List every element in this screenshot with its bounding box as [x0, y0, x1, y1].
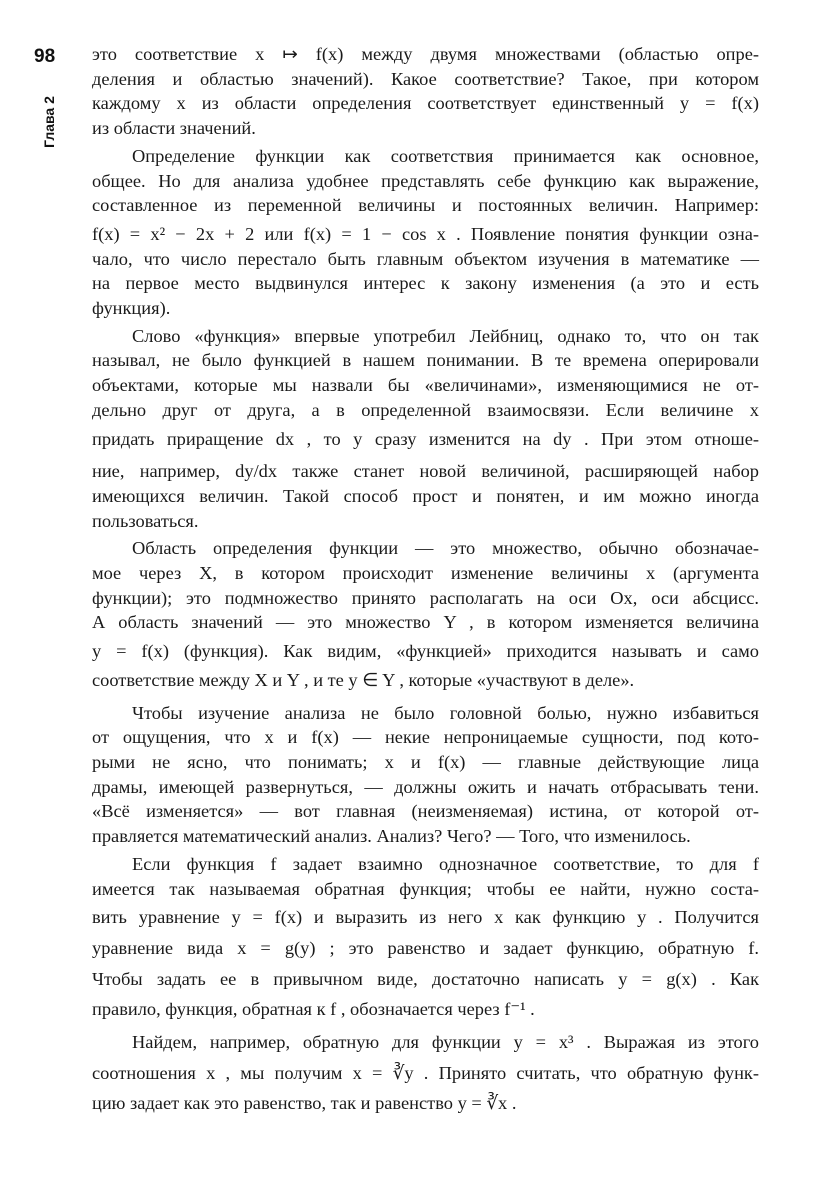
text-line: пользоваться.: [92, 510, 199, 531]
body-text: [92, 42, 759, 1116]
text-line: чало, что число перестало быть главным объектом изучения в математике —: [92, 248, 759, 269]
text-line: функции); это подмножество принято располагать на оси Ox, оси абсцисс.: [92, 587, 759, 608]
text-line: цию задает как это равенство, так и равенство y = ∛x .: [92, 1093, 517, 1114]
text-line: ние, например, dy/dx также станет новой величиной, расширяющей набор: [92, 461, 759, 482]
text-line: от ощущения, что x и f(x) — некие непроницаемые сущности, под кото-: [92, 727, 759, 748]
text-line: имеется так называемая обратная функция; чтобы ее найти, нужно соста-: [92, 878, 759, 899]
text-line: придать приращение dx , то y сразу изменится на dy . При этом отноше-: [92, 428, 759, 449]
text-line: общее. Но для анализа удобнее представлять себе функцию как выражение,: [92, 170, 759, 191]
text-line: Определение функции как соответствия принимается как основное,: [132, 145, 759, 166]
text-line: Если функция f задает взаимно однозначное соответствие, то для f: [132, 853, 759, 874]
text-line: каждому x из области определения соответствует единственный y = f(x): [92, 93, 759, 114]
text-line: дельно друг от друга, а в определенной взаимосвязи. Если величине x: [92, 399, 759, 420]
text-line: из области значений.: [92, 118, 256, 139]
text-line: соответствие между X и Y , и те y ∈ Y , которые «участвуют в деле».: [92, 669, 635, 690]
text-line: Найдем, например, обратную для функции y = x³ . Выражая из этого: [132, 1032, 759, 1053]
text-line: А область значений — это множество Y , в котором изменяется величина: [92, 612, 759, 633]
chapter-label: Глава 2: [41, 96, 57, 148]
text-line: имеющихся величин. Такой способ прост и понятен, и им можно иногда: [92, 485, 759, 506]
text-line: соотношения x , мы получим x = ∛y . Принято считать, что обратную функ-: [92, 1062, 759, 1083]
text-line: вить уравнение y = f(x) и выразить из него x как функцию y . Получится: [92, 907, 759, 928]
text-line: объектами, которые мы назвали бы «величинами», изменяющимися не от-: [92, 375, 759, 396]
text-line: называл, не было функцией в нашем понимании. В те времена оперировали: [92, 350, 759, 371]
text-line: Область определения функции — это множество, обычно обозначае-: [132, 538, 759, 559]
text-line: Чтобы задать ее в привычном виде, достаточно написать y = g(x) . Как: [92, 968, 759, 989]
text-line: на первое место выдвинулся интерес к закону изменения (а это и есть: [92, 273, 759, 294]
text-line: правило, функция, обратная к f , обозначается через f⁻¹ .: [92, 999, 535, 1020]
text-line: драмы, имеющей развернуться, — должны ожить и начать отбрасывать тени.: [92, 776, 759, 797]
text-line: составленное из переменной величины и постоянных величин. Например:: [92, 195, 759, 216]
text-line: Слово «функция» впервые употребил Лейбниц, однако то, что он так: [132, 325, 759, 346]
text-line: рыми не ясно, что понимать; x и f(x) — главные действующие лица: [92, 751, 759, 772]
text-line: деления и областью значений). Какое соответствие? Такое, при котором: [92, 68, 759, 89]
text-line: y = f(x) (функция). Как видим, «функцией» приходится называть и само: [92, 641, 759, 662]
text-line: f(x) = x² − 2x + 2 или f(x) = 1 − cos x . Появление понятия функции озна-: [92, 223, 759, 244]
text-line: «Всё изменяется» — вот главная (неизменяемая) истина, от которой от-: [92, 801, 759, 822]
text-line: мое через X, в котором происходит изменение величины x (аргумента: [92, 563, 759, 584]
text-line: правляется математический анализ. Анализ? Чего? — Того, что изменилось.: [92, 826, 691, 847]
text-line: это соответствие x ↦ f(x) между двумя множествами (областью опре-: [92, 44, 759, 64]
page-number: 98: [34, 46, 56, 67]
text-line: функция).: [92, 298, 171, 319]
text-line: уравнение вида x = g(y) ; это равенство и задает функцию, обратную f.: [92, 937, 759, 958]
text-line: Чтобы изучение анализа не было головной болью, нужно избавиться: [132, 702, 759, 723]
